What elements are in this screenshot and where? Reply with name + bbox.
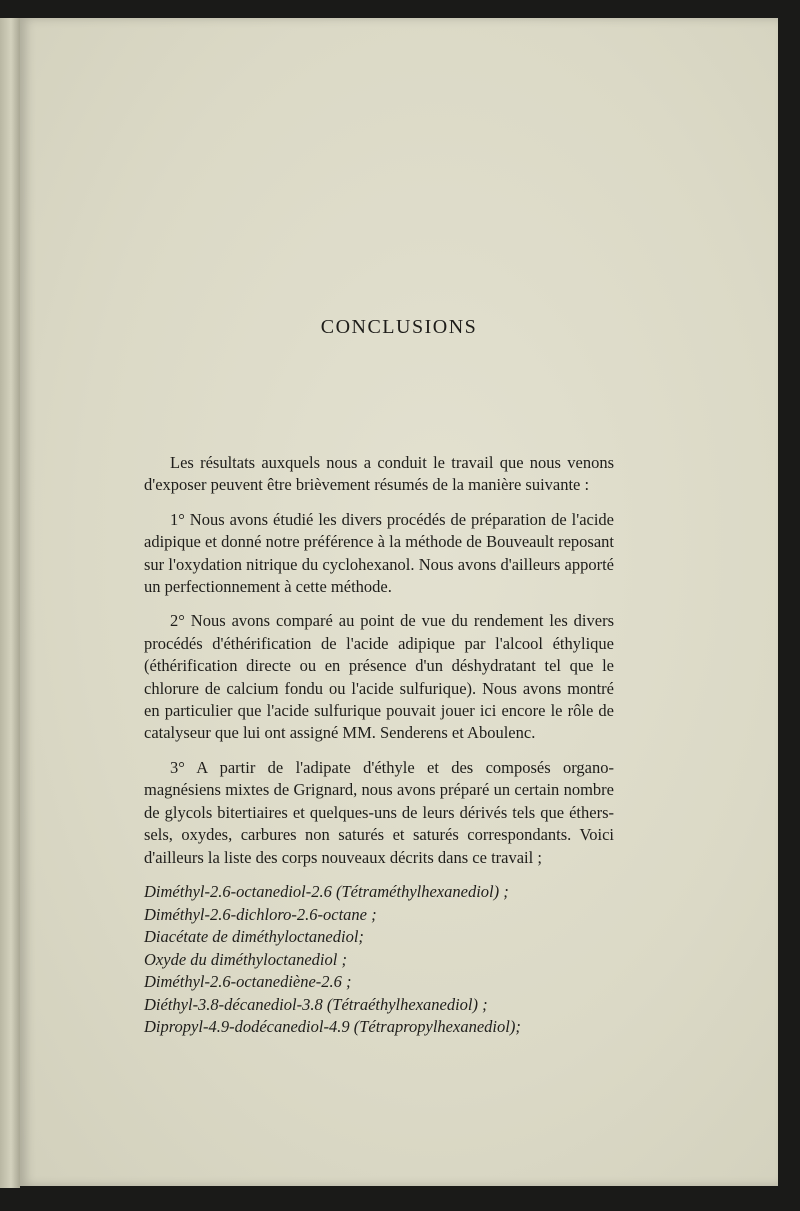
list-item: Oxyde du diméthyloctanediol ; xyxy=(144,949,347,969)
paragraph-3: 3° A partir de l'adipate d'éthyle et des composés organo-magnésiens mixtes de Grignard, nous avons préparé un certain nombre de glycols bitertiaires et quelques-uns de leurs dérivés tels que éthers-sels, oxydes, carbures non saturés et saturés correspondants. Voici d'ailleurs la liste des corps nouveaux décrits dans ce travail ; xyxy=(144,757,614,867)
page xyxy=(20,18,778,1186)
list-item: Diméthyl-2.6-octanediène-2.6 ; xyxy=(144,972,352,992)
bleed-through-shadow xyxy=(150,128,630,233)
list-item: Diméthyl-2.6-dichloro-2.6-octane ; xyxy=(144,904,377,924)
page-title: CONCLUSIONS xyxy=(320,316,478,338)
list-item: Diéthyl-3.8-décanediol-3.8 (Tétraéthylhexanediol) ; xyxy=(144,994,488,1014)
paragraph-1: 1° Nous avons étudié les divers procédés de préparation de l'acide adipique et donné notre préférence à la méthode de Bouveault reposant sur l'oxydation nitrique du cyclohexanol. Nous avons d'ailleurs apporté un perfectionnement à cette méthode. xyxy=(144,509,614,597)
list-item: Diméthyl-2.6-octanediol-2.6 (Tétraméthylhexanediol) ; xyxy=(144,881,509,901)
list-item: Diacétate de diméthyloctanediol; xyxy=(144,927,364,947)
intro-paragraph: Les résultats auxquels nous a conduit le travail que nous venons d'exposer peuvent être brièvement résumés de la manière suivante : xyxy=(144,453,614,495)
list-item: Dipropyl-4.9-dodécanediol-4.9 (Tétrapropylhexanediol); xyxy=(144,1017,521,1037)
main-text xyxy=(144,452,614,1039)
compound-list xyxy=(144,881,614,1039)
paragraph-2: 2° Nous avons comparé au point de vue du rendement les divers procédés d'éthérification de l'acide adipique par l'alcool éthylique (éthérification directe ou en présence d'un déshydratant tel que le chlorure de calcium fondu ou l'acide sulfurique). Nous avons montré en particulier que l'acide sulfurique pouvait jouer ici encore le rôle de catalyseur que lui ont assigné MM. Senderens et Aboulenc. xyxy=(144,611,614,743)
previous-page-edge xyxy=(0,18,20,1188)
